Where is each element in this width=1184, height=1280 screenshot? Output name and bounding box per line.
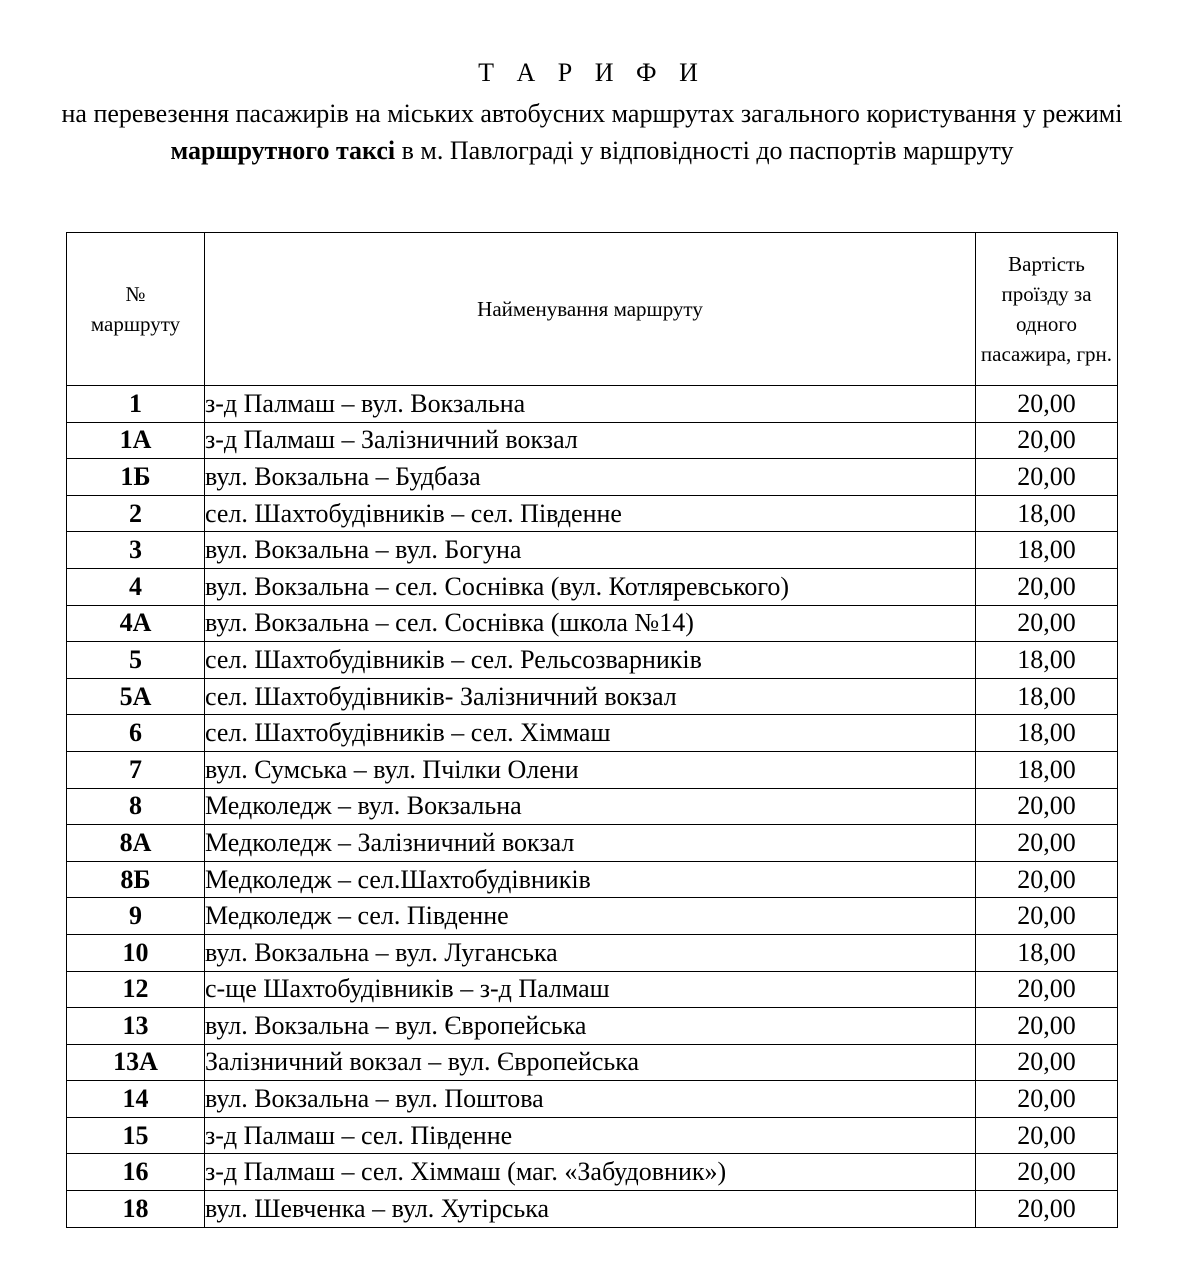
route-name: вул. Вокзальна – Будбаза (205, 459, 976, 496)
route-name: Медколедж – вул. Вокзальна (205, 788, 976, 825)
route-price: 20,00 (976, 1081, 1118, 1118)
route-price: 18,00 (976, 751, 1118, 788)
route-number: 13 (67, 1008, 205, 1045)
route-name: вул. Вокзальна – вул. Європейська (205, 1008, 976, 1045)
table-row (67, 678, 1118, 715)
route-name: Медколедж – Залізничний вокзал (205, 825, 976, 862)
header-price: Вартість проїзду за одного пасажира, грн. (976, 233, 1118, 386)
route-number: 5 (67, 642, 205, 679)
route-number: 15 (67, 1117, 205, 1154)
route-name: з-д Палмаш – сел. Хіммаш (маг. «Забудовник») (205, 1154, 976, 1191)
route-name: сел. Шахтобудівників – сел. Хіммаш (205, 715, 976, 752)
subtitle-part1: на перевезення пасажирів на міських автобусних маршрутах загального користування у режимі (61, 99, 1123, 128)
route-price: 20,00 (976, 898, 1118, 935)
route-name: вул. Вокзальна – вул. Луганська (205, 934, 976, 971)
route-price: 20,00 (976, 1191, 1118, 1228)
table-row (67, 422, 1118, 459)
route-price: 18,00 (976, 678, 1118, 715)
document-title: Т А Р И Ф И (478, 58, 706, 87)
table-row (67, 1117, 1118, 1154)
route-number: 3 (67, 532, 205, 569)
route-name: сел. Шахтобудівників – сел. Рельсозварників (205, 642, 976, 679)
route-number: 1А (67, 422, 205, 459)
table-row (67, 1044, 1118, 1081)
table-row (67, 898, 1118, 935)
route-price: 20,00 (976, 422, 1118, 459)
route-number: 1Б (67, 459, 205, 496)
route-number: 14 (67, 1081, 205, 1118)
route-number: 8Б (67, 861, 205, 898)
route-name: Медколедж – сел.Шахтобудівників (205, 861, 976, 898)
header-number-sign: № (125, 282, 146, 306)
route-name: вул. Вокзальна – сел. Соснівка (школа №14) (205, 605, 976, 642)
route-name: сел. Шахтобудівників – сел. Південне (205, 495, 976, 532)
route-number: 9 (67, 898, 205, 935)
route-name: з-д Палмаш – Залізничний вокзал (205, 422, 976, 459)
table-row (67, 1191, 1118, 1228)
header-route-name: Найменування маршруту (205, 233, 976, 386)
table-row (67, 605, 1118, 642)
route-number: 4 (67, 568, 205, 605)
table-row (67, 788, 1118, 825)
route-number: 8А (67, 825, 205, 862)
route-number: 6 (67, 715, 205, 752)
route-number: 4А (67, 605, 205, 642)
route-number: 8 (67, 788, 205, 825)
table-body (67, 386, 1118, 1228)
route-name: вул. Шевченка – вул. Хутірська (205, 1191, 976, 1228)
table-row (67, 495, 1118, 532)
route-price: 20,00 (976, 971, 1118, 1008)
subtitle-part2: в м. Павлограді у відповідності до паспортів маршруту (395, 135, 1014, 165)
route-price: 20,00 (976, 788, 1118, 825)
table-row (67, 825, 1118, 862)
route-number: 7 (67, 751, 205, 788)
route-price: 20,00 (976, 1154, 1118, 1191)
table-row (67, 1154, 1118, 1191)
table-header-row (67, 233, 1118, 386)
table-row (67, 568, 1118, 605)
route-number: 10 (67, 934, 205, 971)
route-name: вул. Вокзальна – вул. Богуна (205, 532, 976, 569)
route-price: 20,00 (976, 861, 1118, 898)
table-row (67, 459, 1118, 496)
table-row (67, 751, 1118, 788)
route-name: вул. Вокзальна – сел. Соснівка (вул. Котляревського) (205, 568, 976, 605)
route-price: 20,00 (976, 568, 1118, 605)
route-number: 5А (67, 678, 205, 715)
route-price: 20,00 (976, 605, 1118, 642)
document-subtitle (40, 96, 1144, 169)
table-row (67, 1008, 1118, 1045)
table-row (67, 386, 1118, 423)
route-price: 18,00 (976, 642, 1118, 679)
route-number: 12 (67, 971, 205, 1008)
table-row (67, 642, 1118, 679)
table-row (67, 861, 1118, 898)
route-price: 20,00 (976, 1117, 1118, 1154)
route-number: 18 (67, 1191, 205, 1228)
route-price: 18,00 (976, 495, 1118, 532)
header-number-label: маршруту (90, 312, 181, 336)
table-row (67, 532, 1118, 569)
route-price: 20,00 (976, 386, 1118, 423)
tariffs-table (66, 232, 1118, 1228)
route-name: с-ще Шахтобудівників – з-д Палмаш (205, 971, 976, 1008)
route-price: 20,00 (976, 1044, 1118, 1081)
route-name: з-д Палмаш – сел. Південне (205, 1117, 976, 1154)
route-number: 13А (67, 1044, 205, 1081)
route-price: 20,00 (976, 459, 1118, 496)
route-number: 1 (67, 386, 205, 423)
route-name: вул. Вокзальна – вул. Поштова (205, 1081, 976, 1118)
route-price: 20,00 (976, 1008, 1118, 1045)
route-price: 18,00 (976, 715, 1118, 752)
route-price: 18,00 (976, 532, 1118, 569)
route-name: з-д Палмаш – вул. Вокзальна (205, 386, 976, 423)
table-row (67, 715, 1118, 752)
route-name: Залізничний вокзал – вул. Європейська (205, 1044, 976, 1081)
route-number: 16 (67, 1154, 205, 1191)
route-name: Медколедж – сел. Південне (205, 898, 976, 935)
route-name: вул. Сумська – вул. Пчілки Олени (205, 751, 976, 788)
table-row (67, 934, 1118, 971)
route-price: 18,00 (976, 934, 1118, 971)
route-price: 20,00 (976, 825, 1118, 862)
table-row (67, 971, 1118, 1008)
table-row (67, 1081, 1118, 1118)
header-route-number (67, 233, 205, 386)
route-name: сел. Шахтобудівників- Залізничний вокзал (205, 678, 976, 715)
subtitle-bold: маршрутного таксі (170, 135, 396, 165)
route-number: 2 (67, 495, 205, 532)
